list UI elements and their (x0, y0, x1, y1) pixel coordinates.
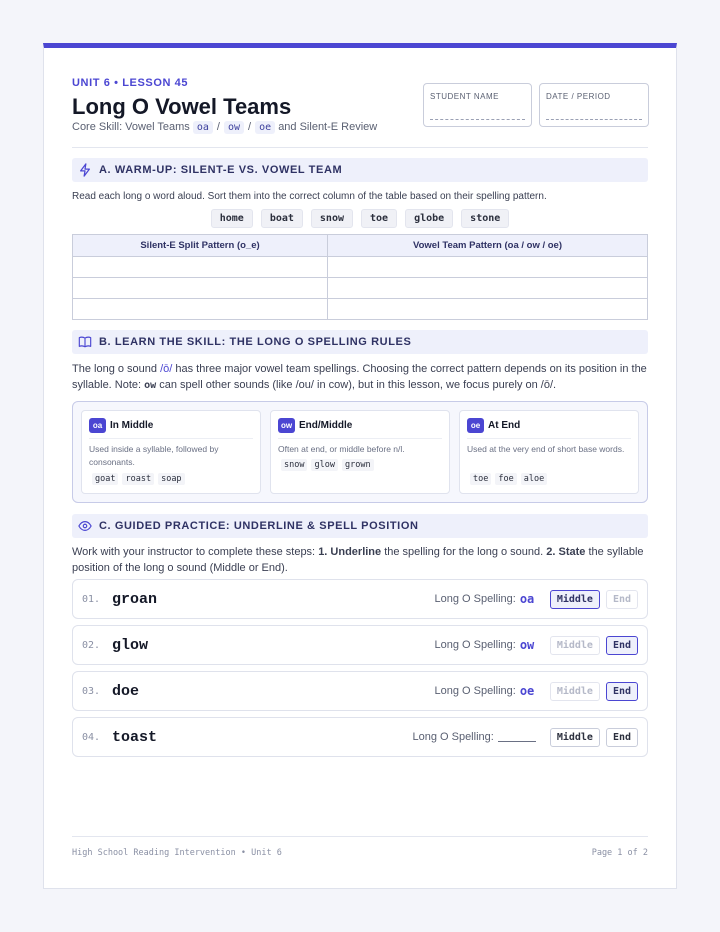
practice-word: groan (112, 590, 158, 608)
table-cell[interactable] (328, 278, 648, 299)
page-subtitle: Core Skill: Vowel Teams oa / ow / oe and Silent-E Review (72, 121, 378, 133)
word-chip[interactable]: toe (361, 209, 397, 228)
practice-word: doe (112, 682, 140, 700)
book-icon (78, 335, 92, 349)
practice-row-4: 04. toast Long O Spelling: Middle End (72, 717, 648, 757)
spelling-rules-panel (72, 401, 648, 503)
section-c-header: C. GUIDED PRACTICE: UNDERLINE & SPELL POSITION (72, 514, 648, 538)
student-name-field[interactable]: STUDENT NAME (423, 83, 532, 127)
page-title: Long O Vowel Teams (72, 94, 292, 119)
word-chip[interactable]: boat (261, 209, 303, 228)
footer-course: High School Reading Intervention • Unit 6 (72, 848, 282, 858)
word-bank (72, 209, 648, 228)
end-option[interactable]: End (606, 590, 638, 609)
practice-row-3: 03. doe Long O Spelling: oe Middle End (72, 671, 648, 711)
header-divider (72, 147, 648, 148)
code-ow: ow (224, 121, 244, 134)
word-chip[interactable]: snow (311, 209, 353, 228)
table-cell[interactable] (328, 299, 648, 320)
code-oa: oa (193, 121, 213, 134)
column-header-vowel-team: Vowel Team Pattern (oa / ow / oe) (328, 235, 648, 257)
table-cell[interactable] (73, 299, 328, 320)
spelling-blank[interactable] (498, 732, 536, 742)
word-chip[interactable]: globe (405, 209, 453, 228)
badge-oa: oa (89, 418, 106, 433)
section-a-header: A. WARM-UP: SILENT-E VS. VOWEL TEAM (72, 158, 648, 182)
table-cell[interactable] (328, 257, 648, 278)
end-option[interactable]: End (606, 728, 638, 747)
word-chip[interactable]: stone (461, 209, 509, 228)
middle-option[interactable]: Middle (550, 728, 600, 747)
unit-lesson-label: UNIT 6 • LESSON 45 (72, 77, 189, 89)
section-b-text: The long o sound /ō/ has three major vowel team spellings. Choosing the correct pattern depends on its position in the syllable. Note: ow can spell other sounds (like /ou/ in cow), but in this lesson, we focus purely on /ō/. (72, 363, 647, 391)
practice-word: glow (112, 636, 149, 654)
practice-row-2: 02. glow Long O Spelling: ow Middle End (72, 625, 648, 665)
spelling-answer: ow (519, 638, 535, 652)
lightning-icon (78, 163, 92, 177)
spelling-answer: oa (519, 592, 535, 606)
worksheet-page (43, 43, 677, 889)
section-a-instructions: Read each long o word aloud. Sort them into the correct column of the table based on their spelling pattern. (72, 191, 547, 202)
rule-card-oe: oe At End Used at the very end of short base words. toe foe aloe (459, 410, 639, 494)
middle-option[interactable]: Middle (550, 590, 600, 609)
sort-table (72, 234, 648, 320)
table-cell[interactable] (73, 278, 328, 299)
middle-option[interactable]: Middle (550, 682, 600, 701)
end-option[interactable]: End (606, 682, 638, 701)
date-period-field[interactable]: DATE / PERIOD (539, 83, 649, 127)
section-b-header: B. LEARN THE SKILL: THE LONG O SPELLING RULES (72, 330, 648, 354)
rule-card-ow: ow End/Middle Often at end, or middle before n/l. snow glow grown (270, 410, 450, 494)
page-number: Page 1 of 2 (591, 848, 648, 858)
code-oe: oe (255, 121, 275, 134)
footer-divider (72, 836, 648, 837)
word-chip[interactable]: home (211, 209, 253, 228)
end-option[interactable]: End (606, 636, 638, 655)
table-cell[interactable] (73, 257, 328, 278)
section-c-instructions: Work with your instructor to complete these steps: 1. Underline the spelling for the long o sound. 2. State the syllable position of the long o sound (Middle or End). (72, 546, 644, 574)
footer (72, 848, 648, 858)
badge-ow: ow (278, 418, 295, 433)
eye-icon (78, 519, 92, 533)
column-header-silent-e: Silent-E Split Pattern (o_e) (73, 235, 328, 257)
rule-card-oa: oa In Middle Used inside a syllable, followed by consonants. goat roast soap (81, 410, 261, 494)
middle-option[interactable]: Middle (550, 636, 600, 655)
practice-row-1: 01. groan Long O Spelling: oa Middle End (72, 579, 648, 619)
spelling-answer: oe (519, 684, 535, 698)
badge-oe: oe (467, 418, 484, 433)
practice-word: toast (112, 728, 158, 746)
